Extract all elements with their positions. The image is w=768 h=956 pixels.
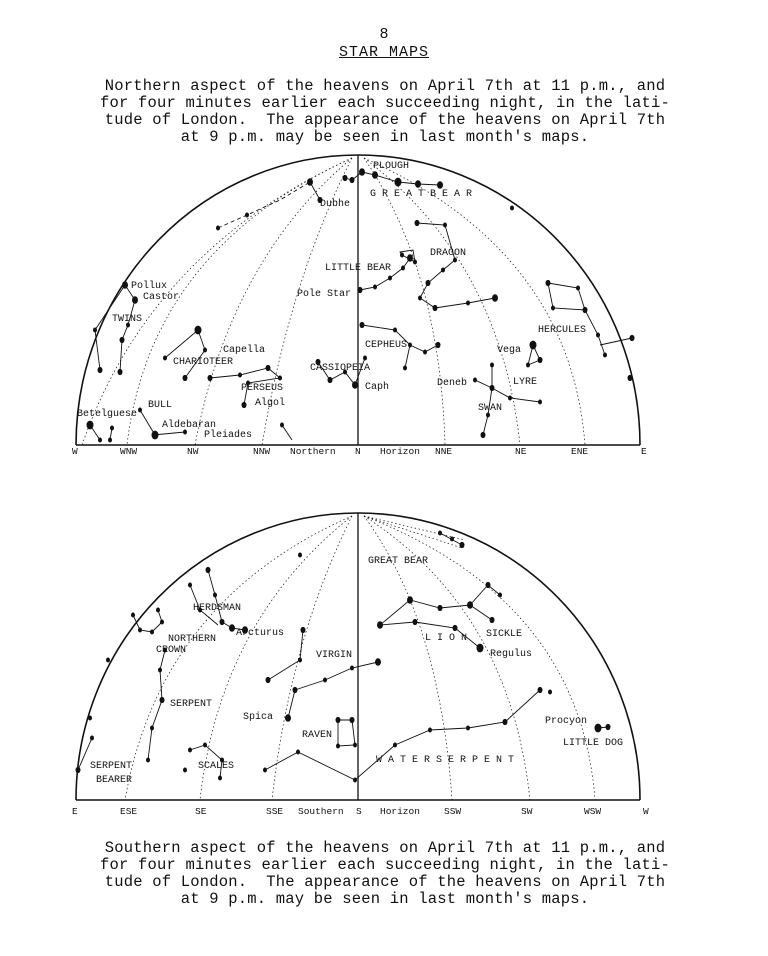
dir-se: SE: [195, 806, 207, 817]
raven-label: RAVEN: [302, 730, 333, 741]
star-dot: [350, 717, 355, 723]
star-dot: [628, 375, 633, 381]
star-dot: [481, 432, 486, 438]
perseus-label: PERSEUS: [241, 383, 284, 394]
star-dot: [336, 717, 341, 723]
star-dot: [323, 678, 327, 683]
arcturus-label: Arcturus: [236, 628, 285, 639]
star-dot: [413, 260, 417, 265]
dir-w: W: [72, 446, 78, 457]
star-dot: [131, 613, 135, 618]
star-dot: [530, 341, 537, 350]
star-dot: [603, 353, 607, 358]
star-dot: [298, 658, 302, 663]
little-dog-label: LITTLE DOG: [563, 738, 624, 749]
star-dot: [93, 328, 97, 333]
star-dot: [218, 776, 222, 781]
star-dot: [498, 593, 502, 598]
star-dot: [467, 601, 473, 609]
star-dot: [508, 396, 512, 401]
great-bear-label: G R E A T B E A R: [370, 189, 473, 200]
star-dot: [138, 628, 142, 633]
star-dot: [393, 328, 397, 333]
star-dot: [630, 335, 635, 341]
star-dot: [595, 724, 602, 733]
star-dot: [160, 697, 165, 703]
dir-wnw: WNW: [120, 446, 138, 457]
dir-nw: NW: [187, 446, 199, 457]
star-dot: [90, 736, 94, 741]
dir-northern: Northern: [290, 446, 336, 457]
dir-horizon: Horizon: [380, 806, 420, 817]
star-dot: [352, 381, 358, 389]
caph-label: Caph: [365, 382, 390, 393]
page-number: 8: [379, 26, 389, 43]
dir-n: N: [355, 446, 361, 457]
pleiades-label: Pleiades: [204, 430, 253, 441]
lyre-label: LYRE: [513, 377, 538, 388]
northern-caption-line: tude of London. The appearance of the heavens on April 7th: [104, 111, 666, 129]
star-dot: [441, 268, 445, 273]
star-dot: [120, 337, 125, 343]
cassiopeia-label: CASSIOPEIA: [310, 363, 371, 374]
northern-horizon-labels: [72, 446, 647, 457]
star-dot: [278, 376, 282, 381]
star-dot: [293, 687, 298, 693]
southern-map: [76, 513, 641, 800]
star-dot: [98, 438, 102, 443]
star-dot: [266, 677, 271, 683]
star-dot: [363, 356, 367, 361]
vega-label: Vega: [497, 345, 522, 356]
virgin-lines: [288, 690, 295, 718]
star-dot: [353, 743, 357, 748]
charioteer-label: CHARIOTEER: [173, 357, 234, 368]
star-dot: [350, 177, 355, 183]
star-dot: [307, 178, 313, 186]
star-dot: [423, 350, 427, 355]
star-dot: [503, 719, 508, 725]
dir-e: E: [72, 806, 78, 817]
northern-caption-line: for four minutes earlier each succeeding night, in the lati-: [99, 94, 671, 112]
star-dot: [163, 356, 167, 361]
star-dot: [477, 644, 484, 653]
star-dot: [242, 402, 247, 408]
hercules-lines: [600, 338, 632, 345]
star-dot: [350, 666, 354, 671]
star-dot: [403, 366, 407, 371]
lion-label: L I O N: [425, 633, 468, 644]
star-dot: [138, 408, 142, 413]
star-dot: [437, 181, 443, 189]
star-dot: [359, 168, 365, 176]
southern-caption: [60, 840, 710, 908]
star-dot: [160, 620, 164, 625]
star-dot: [203, 348, 207, 353]
southern-caption-line: at 9 p.m. may be seen in last month's maps.: [180, 890, 590, 908]
star-dot: [296, 750, 300, 755]
star-dot: [510, 206, 514, 211]
star-dot: [492, 294, 498, 302]
hercules-lines: [585, 310, 605, 355]
southern-caption-line: Southern aspect of the heavens on April 7th at 11 p.m., and: [104, 839, 666, 857]
star-dot: [583, 307, 588, 313]
star-dot: [266, 365, 271, 371]
scales-label: SCALES: [198, 761, 235, 772]
star-dot: [150, 630, 154, 635]
star-dot: [606, 724, 611, 730]
dir-ssw: SSW: [444, 806, 462, 817]
star-dot: [301, 627, 306, 633]
serpent-bearer-label-1: SERPENT: [90, 761, 133, 772]
star-dot: [208, 375, 213, 381]
star-dot: [433, 305, 438, 311]
star-dot: [110, 426, 114, 431]
sickle-label: SICKLE: [486, 629, 523, 640]
dir-ese: ESE: [120, 806, 138, 817]
star-dot: [408, 343, 412, 348]
raven-lines: [338, 720, 355, 746]
lion-lines: [380, 600, 492, 625]
star-dot: [538, 400, 542, 405]
star-dot: [438, 605, 443, 611]
star-dot: [596, 333, 600, 338]
twins-label: TWINS: [112, 314, 143, 325]
star-dot: [428, 728, 432, 733]
star-dot: [373, 285, 377, 290]
star-dot: [213, 593, 217, 598]
northern-horizon-lines: [282, 425, 292, 440]
aldebaran-label: Aldebaran: [162, 420, 217, 431]
star-dot: [146, 758, 150, 763]
dubhe-label: Dubhe: [320, 199, 351, 210]
southern-caption-line: tude of London. The appearance of the heavens on April 7th: [104, 873, 666, 891]
regulus-label: Regulus: [490, 649, 533, 660]
dir-sse: SSE: [266, 806, 284, 817]
crown-label: CROWN: [156, 645, 187, 656]
star-dot: [195, 326, 202, 335]
spica-label: Spica: [243, 712, 274, 723]
star-dot: [538, 687, 543, 693]
dragon-lines: [417, 223, 495, 308]
page-title-text: STAR MAPS: [338, 44, 429, 61]
bull-lines: [140, 410, 155, 435]
star-dot: [216, 226, 220, 231]
star-dot: [263, 768, 267, 773]
star-dot: [407, 596, 413, 604]
star-dot: [400, 253, 404, 258]
star-dot: [238, 373, 242, 378]
star-dot: [285, 714, 291, 722]
castor-label: Castor: [143, 292, 180, 303]
serpent-bearer-label-2: BEARER: [96, 775, 133, 786]
star-dot: [413, 619, 418, 625]
northern-label: NORTHERN: [168, 634, 217, 645]
herdsman-label: HERDSMAN: [193, 603, 242, 614]
star-dot: [203, 743, 207, 748]
great-bear-south-label: GREAT BEAR: [368, 556, 429, 567]
star-dot: [538, 357, 543, 363]
azimuth-line: [364, 516, 462, 548]
star-dot: [183, 375, 188, 381]
dir-ne: NE: [515, 446, 527, 457]
star-dot: [548, 690, 552, 695]
plough-label: PLOUGH: [373, 161, 410, 172]
star-dot: [106, 658, 110, 663]
serpent-label: SERPENT: [170, 699, 213, 710]
dir-nne: NNE: [435, 446, 453, 457]
star-dot: [393, 743, 397, 748]
swan-lines: [483, 365, 492, 435]
virgin-label: VIRGIN: [316, 650, 353, 661]
star-dot: [473, 378, 477, 383]
star-dot: [360, 322, 365, 328]
star-dot: [377, 621, 383, 629]
star-dot: [438, 531, 442, 536]
star-dot: [426, 280, 431, 286]
star-dot: [336, 744, 340, 749]
northern-caption-line: at 9 p.m. may be seen in last month's maps.: [180, 128, 590, 146]
dir-southern: Southern: [298, 806, 344, 817]
little-bear-label: LITTLE BEAR: [325, 263, 392, 274]
star-dot: [108, 438, 112, 443]
star-dot: [388, 276, 392, 281]
star-dot: [526, 363, 530, 368]
dir-ene: ENE: [571, 446, 589, 457]
star-dot: [358, 287, 363, 293]
virgin-lines: [295, 662, 378, 690]
star-dot: [353, 778, 357, 783]
star-dot: [372, 171, 378, 179]
cepheus-label: CEPHEUS: [365, 340, 408, 351]
star-dot: [401, 266, 405, 271]
serpent-lines: [148, 650, 165, 760]
star-dot: [98, 367, 103, 373]
swan-label: SWAN: [478, 403, 503, 414]
star-dot: [122, 281, 128, 289]
bear-trail-line: [218, 182, 310, 228]
star-dot: [395, 178, 402, 187]
sickle-lines: [470, 585, 500, 605]
star-dot: [76, 767, 81, 773]
pollux-label: Pollux: [131, 281, 168, 292]
star-dot: [450, 537, 454, 542]
star-dot: [220, 619, 225, 625]
star-dot: [466, 726, 470, 731]
dragon-label: DRAGON: [430, 248, 467, 259]
star-dot: [87, 421, 94, 430]
capella-label: Capella: [223, 345, 266, 356]
southern-caption-line: for four minutes earlier each succeeding night, in the lati-: [99, 856, 671, 874]
star-dot: [415, 220, 420, 226]
star-dot: [188, 748, 192, 753]
star-dot: [118, 369, 123, 375]
star-dot: [229, 624, 235, 632]
star-dot: [436, 342, 441, 348]
star-dot: [546, 280, 551, 286]
star-dot: [466, 301, 470, 306]
star-dot: [407, 254, 413, 262]
star-dot: [152, 431, 159, 440]
algol-label: Algol: [255, 398, 286, 409]
star-dot: [375, 658, 381, 666]
star-dot: [188, 583, 192, 588]
azimuth-line: [364, 158, 445, 445]
star-dot: [245, 213, 249, 218]
star-dot: [150, 726, 154, 731]
star-dot: [206, 567, 211, 573]
star-dot: [88, 716, 92, 721]
northern-caption-line: Northern aspect of the heavens on April 7th at 11 p.m., and: [104, 77, 666, 95]
azimuth-line: [82, 158, 352, 445]
star-dot: [343, 175, 348, 181]
star-dot: [132, 296, 138, 304]
dir-nnw: NNW: [253, 446, 271, 457]
star-dot: [156, 608, 160, 613]
star-dot: [453, 625, 458, 631]
dir-s: S: [356, 806, 362, 817]
star-dot: [460, 542, 465, 548]
star-dot: [415, 180, 421, 188]
southern-horizon-labels: [72, 806, 649, 817]
star-dot: [158, 668, 162, 673]
star-dot: [576, 286, 580, 291]
betelgeuse-label: Betelguese: [77, 409, 138, 420]
star-dot: [328, 377, 333, 383]
water-serpent-label: W A T E R S E R P E N T: [376, 755, 515, 766]
charioteer-lines: [165, 330, 205, 378]
deneb-label: Deneb: [437, 378, 468, 389]
star-dot: [490, 617, 495, 623]
star-dot: [490, 385, 495, 391]
bull-label: BULL: [148, 400, 173, 411]
star-dot: [418, 296, 422, 301]
star-dot: [280, 423, 284, 428]
dir-horizon: Horizon: [380, 446, 420, 457]
star-dot: [486, 582, 491, 588]
star-dot: [490, 363, 494, 368]
dir-e: E: [641, 446, 647, 457]
southern-labels: [90, 556, 623, 786]
dir-w: W: [643, 806, 649, 817]
star-dot: [183, 768, 187, 773]
dir-wsw: WSW: [584, 806, 602, 817]
procyon-label: Procyon: [545, 716, 588, 727]
pole-star-label: Pole Star: [297, 289, 352, 300]
star-dot: [298, 553, 302, 558]
hercules-label: HERCULES: [538, 325, 587, 336]
star-dot: [551, 306, 555, 311]
dir-sw: SW: [521, 806, 533, 817]
star-dot: [443, 223, 447, 228]
